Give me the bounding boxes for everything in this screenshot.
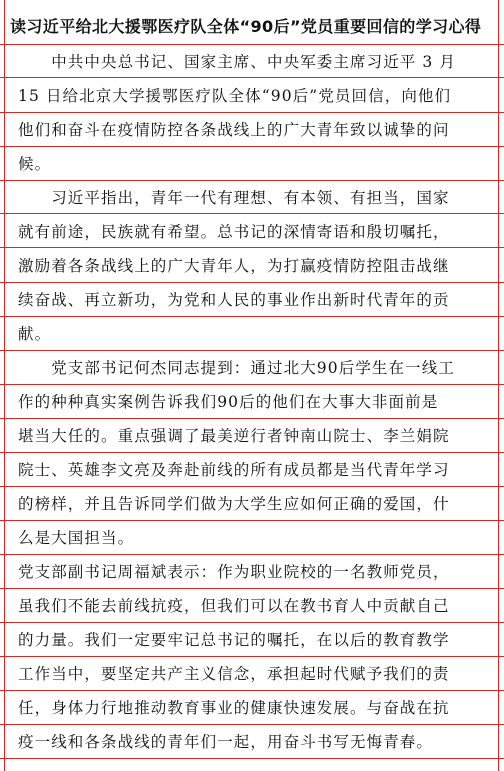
text-line: 任，身体力行地推动教育事业的健康快速发展。与奋战在抗 <box>18 699 450 717</box>
text-line: 续奋战、再立新功，为党和人民的事业作出新时代青年的贡 <box>18 291 450 309</box>
ruled-line <box>0 77 504 78</box>
text-line: 党支部副书记周福斌表示：作为职业院校的一名教师党员， <box>18 563 450 581</box>
page-title: 读习近平给北大援鄂医疗队全体“90后”党员重要回信的学习心得 <box>10 17 482 36</box>
ruled-line <box>0 758 504 759</box>
text-line: 习近平指出，青年一代有理想、有本领、有担当，国家 <box>18 189 450 207</box>
ruled-line <box>0 112 504 113</box>
ruled-line <box>0 418 504 419</box>
ruled-line <box>0 588 504 589</box>
ruled-line <box>0 350 504 351</box>
text-line: 作的种种真实案例告诉我们90后的他们在大事大非面前是 <box>18 393 439 411</box>
text-line: 的榜样，并且告诉同学们做为大学生应如何正确的爱国，什 <box>18 495 450 513</box>
text-line: 工作当中，要坚定共产主义信念，承担起时代赋予我们的责 <box>18 665 450 683</box>
text-line: 疫一线和各条战线的青年们一起，用奋斗书写无悔青春。 <box>18 733 434 751</box>
ruled-line <box>0 452 504 453</box>
text-line: 他们和奋斗在疫情防控各条战线上的广大青年致以诚挚的问 <box>18 121 450 139</box>
text-line: 堪当大任的。重点强调了最美逆行者钟南山院士、李兰娟院 <box>18 427 450 445</box>
ruled-line <box>0 247 504 248</box>
ruled-line <box>0 44 504 45</box>
text-line: 激励着各条战线上的广大青年人，为打赢疫情防控阻击战继 <box>18 257 450 275</box>
ruled-line <box>0 316 504 317</box>
ruled-line <box>0 622 504 623</box>
text-line: 虽我们不能去前线抗疫，但我们可以在教书育人中贡献自己 <box>18 597 450 615</box>
text-line: 的力量。我们一定要牢记总书记的嘱托，在以后的教育教学 <box>18 631 450 649</box>
ruled-line <box>0 656 504 657</box>
text-line: 中共中央总书记、国家主席、中央军委主席习近平 3 月 <box>18 53 457 71</box>
text-line: 么是大国担当。 <box>18 529 135 547</box>
ruled-line <box>0 384 504 385</box>
ruled-line <box>0 213 504 214</box>
ruled-line <box>0 282 504 283</box>
text-line: 献。 <box>18 325 52 343</box>
ruled-line <box>0 554 504 555</box>
text-line: 党支部书记何杰同志提到：通过北大90后学生在一线工 <box>18 359 455 377</box>
text-line: 院士、英雄李文亮及奔赴前线的所有成员都是当代青年学习 <box>18 461 450 479</box>
ruled-line <box>0 486 504 487</box>
text-line: 候。 <box>18 155 52 173</box>
text-line: 15 日给北京大学援鄂医疗队全体“90后”党员回信，向他们 <box>18 87 452 105</box>
text-line: 就有前途，民族就有希望。总书记的深情寄语和殷切嘱托， <box>18 223 450 241</box>
ruled-line <box>0 724 504 725</box>
ruled-line <box>0 690 504 691</box>
ruled-line <box>0 180 504 181</box>
ruled-line <box>0 520 504 521</box>
ruled-line <box>0 146 504 147</box>
